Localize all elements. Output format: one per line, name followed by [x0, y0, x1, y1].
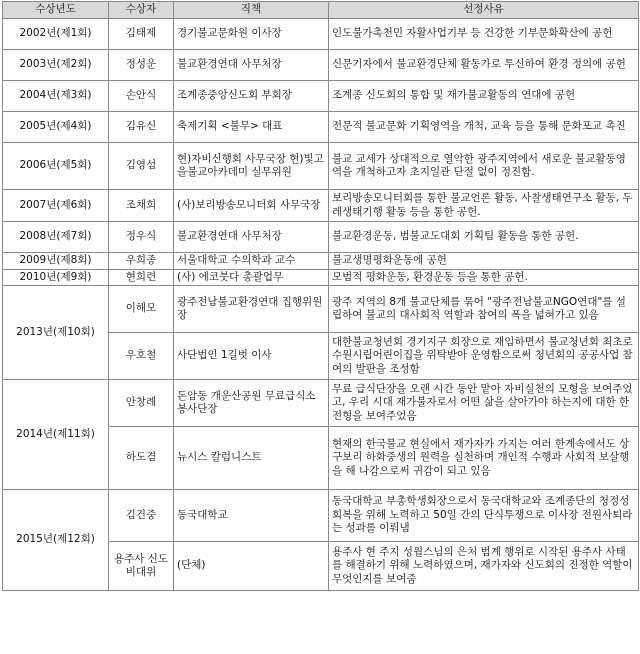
recipient-cell: 김건중 — [109, 490, 174, 542]
recipient-cell: 우호철 — [109, 333, 174, 380]
position-cell: 불교환경연대 사무처장 — [174, 222, 329, 253]
reason-cell: 용주사 현 주지 성월스님의 은처 범계 행위로 시작된 용주사 사태를 해결하기 위해 노력하였으며, 재가자와 신도회의 진정한 역할이 무엇인지를 보여줌 — [329, 542, 639, 591]
recipient-cell: 현희련 — [109, 269, 174, 286]
reason-cell: 광주 지역의 8개 불교단체를 묶어 "광주전남불교NGO연대"를 설립하여 불교의 대사회적 역할과 참여의 폭을 넓혀가고 있음 — [329, 286, 639, 333]
reason-cell: 현재의 한국불교 현실에서 재가자가 가지는 여러 한계속에서도 상구보리 하화중생의 원력을 실천하며 개인적 수행과 사회적 보살행을 해 나감으로써 귀감이 되고 있음 — [329, 427, 639, 490]
recipient-cell: 손안식 — [109, 81, 174, 112]
recipient-cell: 하도겸 — [109, 427, 174, 490]
header-row — [3, 2, 639, 19]
reason-cell: 불교 교세가 상대적으로 열악한 광주지역에서 새로운 불교활동영역을 개척하고자 초지일관 단절 없이 정진함. — [329, 143, 639, 190]
table-row — [3, 190, 639, 222]
year-cell: 2014년(제11회) — [3, 380, 109, 490]
recipient-cell: 김영섬 — [109, 143, 174, 190]
position-cell: 조계종중앙신도회 부회장 — [174, 81, 329, 112]
reason-cell: 신문기자에서 불교환경단체 활동가로 투신하여 환경 정의에 공헌 — [329, 50, 639, 81]
year-cell: 2009년(제8회) — [3, 253, 109, 270]
recipient-cell: 우희종 — [109, 253, 174, 270]
header-year: 수상년도 — [3, 2, 109, 19]
table-row — [3, 286, 639, 333]
header-position: 직책 — [174, 2, 329, 19]
year-cell: 2010년(제9회) — [3, 269, 109, 286]
year-cell: 2007년(제6회) — [3, 190, 109, 222]
recipient-cell: 용주사 신도비대위 — [109, 542, 174, 591]
recipient-cell: 정우식 — [109, 222, 174, 253]
reason-cell: 인도불가촉천민 자활사업기부 등 건강한 기부문화확산에 공헌 — [329, 19, 639, 50]
table-row — [3, 143, 639, 190]
table-row — [3, 19, 639, 50]
reason-cell: 보리방송모니터회를 통한 불교언론 활동, 사찰생태연구소 활동, 두레생태기행 활동 등을 통한 공헌. — [329, 190, 639, 222]
year-cell: 2008년(제7회) — [3, 222, 109, 253]
recipient-cell: 정성운 — [109, 50, 174, 81]
table-row — [3, 269, 639, 286]
header-reason: 선정사유 — [329, 2, 639, 19]
table-row — [3, 81, 639, 112]
year-cell: 2005년(제4회) — [3, 112, 109, 143]
reason-cell: 불교생명평화운동에 공헌 — [329, 253, 639, 270]
header-name: 수상자 — [109, 2, 174, 19]
position-cell: (단체) — [174, 542, 329, 591]
reason-cell: 모범적 평화운동, 환경운동 등을 통한 공헌. — [329, 269, 639, 286]
position-cell: 광주전남불교환경연대 집행위원장 — [174, 286, 329, 333]
recipient-cell: 조채희 — [109, 190, 174, 222]
position-cell: 사단법인 1길벗 이사 — [174, 333, 329, 380]
year-cell: 2015년(제12회) — [3, 490, 109, 591]
year-cell: 2003년(제2회) — [3, 50, 109, 81]
position-cell: 동국대학교 — [174, 490, 329, 542]
position-cell: 서울대학교 수의학과 교수 — [174, 253, 329, 270]
position-cell: 현)자비신행회 사무국장 현)빛고을불교아카데미 실무위원 — [174, 143, 329, 190]
table-row — [3, 50, 639, 81]
reason-cell: 무료 급식단장을 오랜 시간 동안 맡아 자비실천의 모형을 보여주었고, 우리 시대 재가불자로서 어떤 삶을 살아가야 하는지에 대한 한 전형을 보여주었음 — [329, 380, 639, 427]
table-row — [3, 222, 639, 253]
year-cell: 2013년(제10회) — [3, 286, 109, 380]
position-cell: 경기불교문화원 이사장 — [174, 19, 329, 50]
reason-cell: 동국대학교 부총학생회장으로서 동국대학교와 조계종단의 청정성 회복을 위해 노력하고 50일 간의 단식투쟁으로 이사장 전원사퇴라는 성과를 이뤄냄 — [329, 490, 639, 542]
recipient-cell: 이해모 — [109, 286, 174, 333]
position-cell: 뉴시스 칼럼니스트 — [174, 427, 329, 490]
position-cell: 돈암동 개운산공원 무료급식소 봉사단장 — [174, 380, 329, 427]
award-table — [2, 1, 639, 591]
year-cell: 2004년(제3회) — [3, 81, 109, 112]
reason-cell: 조계종 신도회의 통합 및 재가불교활동의 연대에 공헌 — [329, 81, 639, 112]
table-row — [3, 253, 639, 270]
recipient-cell: 안창례 — [109, 380, 174, 427]
position-cell: 불교환경연대 사무처장 — [174, 50, 329, 81]
position-cell: (사) 에코붓다 총괄업무 — [174, 269, 329, 286]
reason-cell: 불교환경운동, 범불교도대회 기획팀 활동을 통한 공헌. — [329, 222, 639, 253]
recipient-cell: 김태제 — [109, 19, 174, 50]
year-cell: 2002년(제1회) — [3, 19, 109, 50]
reason-cell: 대한불교청년회 경기지구 회장으로 재임하면서 불교청년회 최초로 수원시립어린이집을 위탁받아 운영함으로써 청년회의 공공사업 참여의 발판을 조성함 — [329, 333, 639, 380]
reason-cell: 전문적 불교문화 기획영역을 개척, 교육 등을 통해 문화포교 촉진 — [329, 112, 639, 143]
table-row — [3, 380, 639, 427]
recipient-cell: 김유신 — [109, 112, 174, 143]
year-cell: 2006년(제5회) — [3, 143, 109, 190]
table-row — [3, 112, 639, 143]
position-cell: 축제기획 <불무> 대표 — [174, 112, 329, 143]
table-row — [3, 490, 639, 542]
position-cell: (사)보리방송모니터회 사무국장 — [174, 190, 329, 222]
